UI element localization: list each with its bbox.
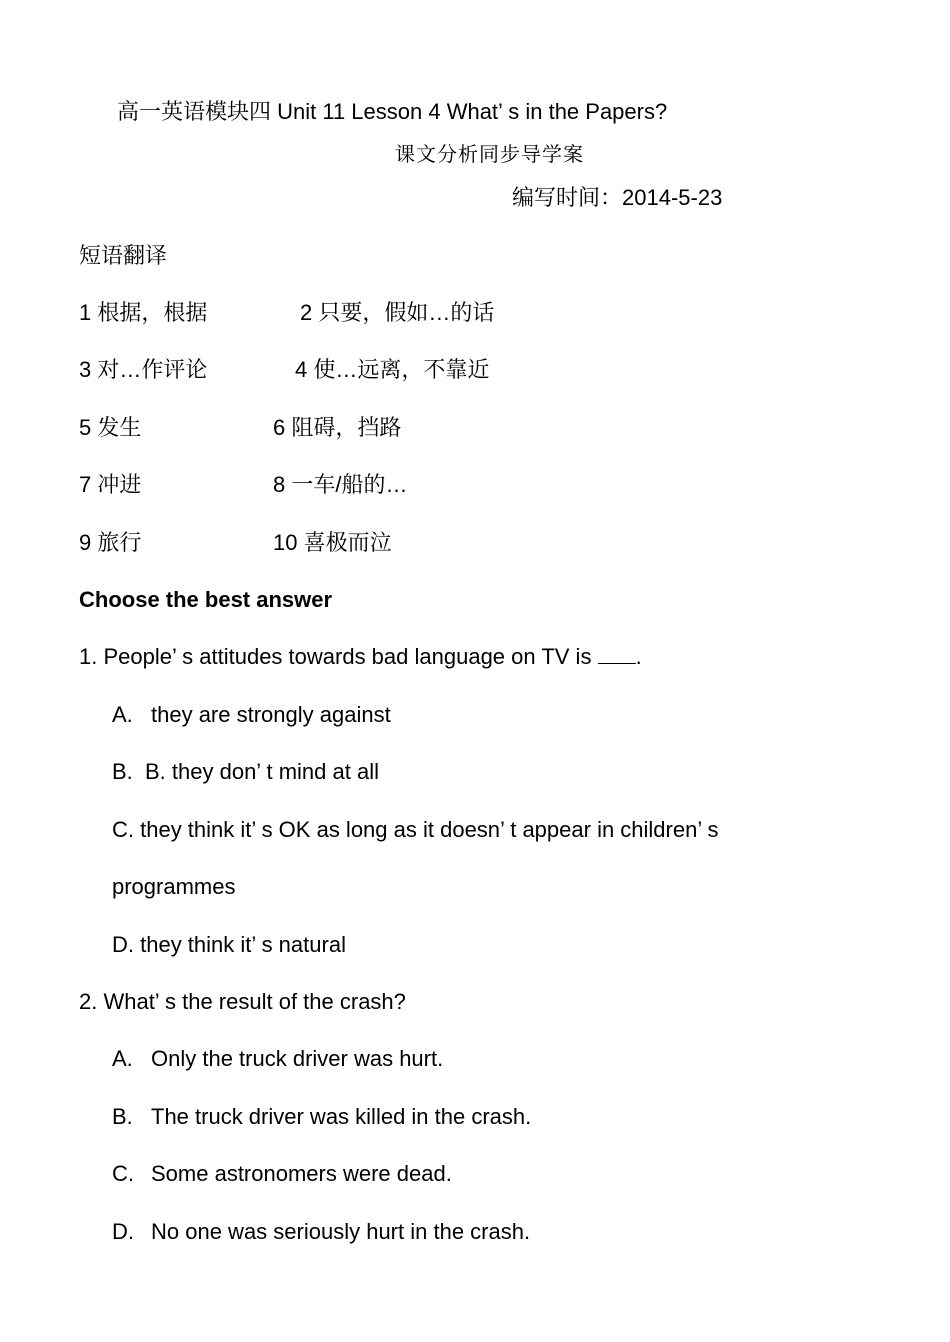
phrase-item: 5 发生 — [79, 415, 142, 440]
phrase-item: 2 只要，假如…的话 — [300, 300, 495, 325]
question-stem-end: . — [635, 644, 642, 669]
phrase-item: 8 一车/船的… — [273, 472, 408, 497]
answer-blank — [598, 643, 636, 664]
page-subtitle: 课文分析同步导学案 — [395, 142, 584, 166]
option-letter: C. — [112, 1161, 134, 1186]
phrase-item: 6 阻碍，挡路 — [273, 415, 402, 440]
page-title: 高一英语模块四 Unit 11 Lesson 4 What’ s in the Papers? — [117, 99, 668, 124]
option-text: Only the truck driver was hurt. — [151, 1046, 444, 1071]
option-letter: B. — [112, 1104, 133, 1129]
option-letter: A. — [112, 1046, 133, 1071]
option-text: Some astronomers were dead. — [151, 1161, 452, 1186]
option-text: B. they don’ t mind at all — [145, 759, 379, 784]
option-text: No one was seriously hurt in the crash. — [151, 1219, 531, 1244]
question-stem — [79, 642, 642, 672]
section-heading-phrases: 短语翻译 — [79, 243, 168, 268]
phrase-item: 3 对…作评论 — [79, 357, 208, 382]
question-stem-text: 1. People’ s attitudes towards bad language on TV is — [79, 644, 592, 669]
option-letter: A. — [112, 702, 133, 727]
option-text: D. they think it’ s natural — [112, 932, 346, 957]
date-line: 编写时间：2014-5-23 — [512, 185, 723, 210]
section-heading-quiz: Choose the best answer — [79, 587, 333, 612]
option-text: C. they think it’ s OK as long as it doesn’ t appear in children’ s — [112, 817, 719, 842]
option-text: The truck driver was killed in the crash. — [151, 1104, 532, 1129]
phrase-item: 4 使…远离，不靠近 — [295, 357, 490, 382]
phrase-item: 1 根据，根据 — [79, 300, 208, 325]
question-stem: 2. What’ s the result of the crash? — [79, 989, 406, 1014]
option-letter: B. — [112, 759, 133, 784]
phrase-item: 7 冲进 — [79, 472, 142, 497]
option-text: they are strongly against — [151, 702, 391, 727]
option-letter: D. — [112, 1219, 134, 1244]
phrase-item: 10 喜极而泣 — [273, 530, 392, 555]
option-text-continued: programmes — [112, 874, 236, 899]
phrase-item: 9 旅行 — [79, 530, 142, 555]
